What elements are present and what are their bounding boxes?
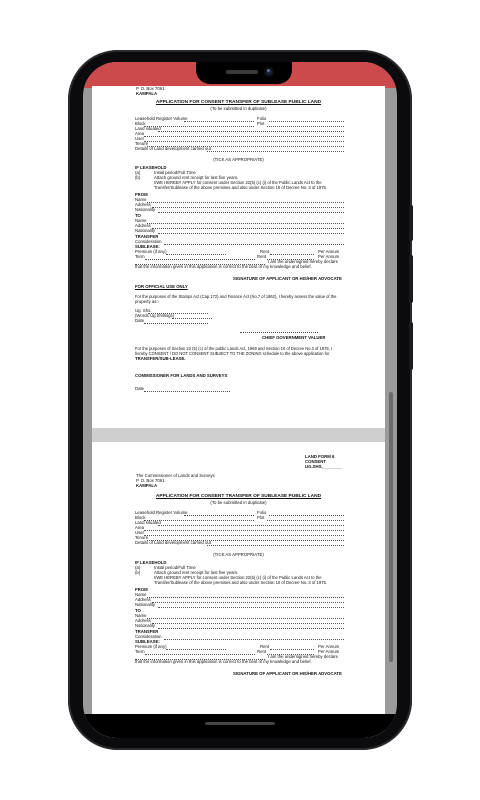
volume-up-button (409, 255, 413, 303)
field-label: Term (135, 254, 145, 259)
field-line[interactable] (152, 228, 344, 229)
phone-screen (83, 62, 397, 738)
from-heading: FROM (135, 587, 148, 592)
power-button (409, 205, 413, 241)
field-line[interactable] (152, 602, 344, 603)
ug-shs-label: UG.SHS.________ (305, 464, 342, 469)
field-line[interactable] (269, 121, 344, 122)
to-heading: TO (135, 213, 141, 218)
field-label: Plot (257, 515, 265, 520)
sublease-heading: SUBLEASE: (135, 244, 160, 249)
field-label: User (135, 136, 145, 141)
field-label: Rent (260, 249, 270, 254)
field-line[interactable] (144, 535, 344, 536)
field-label: Per Annum (318, 644, 340, 649)
navigation-bar (83, 714, 397, 738)
field-label: Address (135, 618, 151, 623)
field-label: Date (135, 386, 145, 391)
addressee-city: KAMPALA (136, 483, 158, 488)
field-label: Premium (if any) (135, 249, 167, 254)
signature-label: SIGNATURE OF APPLICANT OR HIS/HER ADVOCATE (233, 276, 342, 281)
form-subtitle: (To be submitted in duplicate) (210, 500, 267, 505)
field-label: Block (135, 121, 146, 126)
option-b-text: Attach ground rent receipt for last five years. (154, 175, 239, 180)
tick-note: (TICK AS APPROPRIATE) (213, 552, 264, 557)
field-label: Details of Land development carried out (135, 146, 211, 151)
stamps-text: For the purposes of the Stamps Act (Cap.172) and Finance Act (No.7 of 1962), I hereby assess the value of the (135, 294, 337, 299)
home-indicator[interactable] (205, 722, 275, 725)
field-label: Nationality (135, 228, 156, 233)
scrollbar[interactable] (389, 392, 393, 662)
field-line[interactable] (144, 141, 344, 142)
field-line[interactable] (267, 126, 344, 127)
field-label: Tenure (135, 141, 149, 146)
field-label: Premium (if any) (135, 644, 167, 649)
option-b-text: Attach ground rent receipt for last five years. (154, 570, 239, 575)
field-line[interactable] (152, 207, 344, 208)
official-use-heading: FOR OFFICIAL USE ONLY (135, 284, 188, 289)
field-label: Date (135, 318, 145, 323)
field-label: Land situated (135, 520, 161, 525)
address-line: P. O. Box 7061 (136, 86, 165, 91)
field-label: Folio (257, 116, 267, 121)
field-line[interactable] (144, 323, 208, 324)
field-label: Rent (260, 644, 270, 649)
field-label: Name (135, 592, 147, 597)
field-label: Consideration (135, 239, 162, 244)
field-label: Nationality (135, 207, 156, 212)
field-label: Per Annum (318, 649, 340, 654)
field-label: Area (135, 525, 145, 530)
form-number: LAND FORM 6 (305, 454, 335, 459)
front-camera-icon (264, 67, 274, 77)
declaration-text: I am the undersigned hereby declare (268, 654, 338, 659)
field-line[interactable] (184, 121, 254, 122)
field-line[interactable] (147, 223, 344, 224)
leasehold-heading: IF LEASEHOLD (135, 560, 167, 565)
field-label: Per Annum (318, 254, 340, 259)
section-text: For the purposes of Section 22 (5) (c) of the public Lands Act, 1969 and Section 10 of Decree No.3 of 1975, I (135, 346, 333, 351)
form-title: APPLICATION FOR CONSENT TRANSFER OF SUBLEASE PUBLIC LAND (155, 494, 322, 499)
field-label: Tenure (135, 535, 149, 540)
consent-label: CONSENT (305, 459, 327, 464)
field-line[interactable] (144, 136, 344, 137)
option-b-marker: (b) (135, 175, 141, 180)
field-label: Rent (257, 254, 267, 259)
field-label: (Words Ug.Shillings) (135, 313, 175, 318)
apply-text: I/WE HEREBY APPLY for consent under Section 22(5) (c) (i) of the Public Lands Act to the (154, 575, 322, 580)
addressee-line: The Commissioner of Lands and Surveys (136, 473, 215, 478)
field-line[interactable] (152, 623, 344, 624)
field-label: Nationality (135, 602, 156, 607)
page-gap (92, 428, 385, 442)
field-line[interactable] (144, 391, 230, 392)
field-label: Ug. Shs. (135, 308, 152, 313)
document-page-2[interactable] (92, 442, 385, 738)
field-line[interactable] (158, 131, 344, 132)
valuer-label: CHIEF GOVERNMENT VALUER (262, 335, 326, 340)
field-label: Term (135, 649, 145, 654)
field-label: Consideration (135, 634, 162, 639)
option-a-text: Initial period/Full Time (154, 170, 196, 175)
field-label: Land situated (135, 126, 161, 131)
field-label: Rent (257, 649, 267, 654)
field-label: Name (135, 613, 147, 618)
to-heading: TO (135, 608, 141, 613)
field-label: Address (135, 597, 151, 602)
field-line[interactable] (184, 515, 254, 516)
field-label: Block (135, 515, 146, 520)
option-a-marker: (a) (135, 565, 141, 570)
signature-label: SIGNATURE OF APPLICANT OR HIS/HER ADVOCATE (233, 671, 342, 676)
tick-note: (TICK AS APPROPRIATE) (213, 157, 264, 162)
field-label: Plot (257, 121, 265, 126)
transfer-heading: TRANSFER (135, 234, 159, 239)
field-label: Area (135, 131, 145, 136)
commissioner-label: COMMISSIONER FOR LANDS AND SURVEYS (135, 373, 228, 378)
field-line[interactable] (158, 233, 344, 234)
section-text-3: TRANSFER/SUB-LEASE. (135, 356, 186, 361)
option-a-text: Initial period/Full Time (154, 565, 196, 570)
apply-text-2: Transfer/Sublease of the above premises and also under Section 10 of Decree No. 3 of 1975. (154, 580, 328, 585)
form-title: APPLICATION FOR CONSENT TRANSFER OF SUBLEASE PUBLIC LAND (155, 100, 322, 105)
field-line[interactable] (158, 607, 344, 608)
field-line[interactable] (158, 525, 344, 526)
field-label: Nationality (135, 623, 156, 628)
leasehold-heading: IF LEASEHOLD (135, 165, 167, 170)
speaker-grille (226, 70, 258, 74)
field-line[interactable] (145, 654, 255, 655)
apply-text-2: Transfer/Sublease of the above premises and also under Section 10 of Decree No. 3 of 1975. (154, 185, 328, 190)
field-line[interactable] (147, 597, 344, 598)
declaration-text-2: that the information given in this application is correct to the best of my knowledge and belief. (135, 264, 312, 269)
field-line[interactable] (207, 545, 344, 546)
option-a-marker: (a) (135, 170, 141, 175)
from-heading: FROM (135, 192, 148, 197)
option-b-marker: (b) (135, 570, 141, 575)
field-line[interactable] (147, 618, 344, 619)
field-label: Name (135, 218, 147, 223)
field-line[interactable] (158, 628, 344, 629)
field-line[interactable] (164, 244, 344, 245)
field-line[interactable] (145, 259, 255, 260)
address-city: KAMPALA (136, 91, 158, 96)
field-label: Address (135, 202, 151, 207)
field-label: User (135, 530, 145, 535)
field-label: Details of Land development carried out (135, 540, 211, 545)
field-line[interactable] (172, 318, 212, 319)
field-label: Per Annum (318, 249, 340, 254)
field-label: Name (135, 197, 147, 202)
field-label: Address (135, 223, 151, 228)
field-line[interactable] (147, 202, 344, 203)
stamps-text-2: property as:- (135, 299, 160, 304)
volume-down-button (409, 322, 413, 370)
field-label: Leasehold Register Volume (135, 116, 188, 121)
field-line[interactable] (166, 254, 226, 255)
field-line[interactable] (166, 649, 226, 650)
field-line[interactable] (158, 212, 344, 213)
field-label: Leasehold Register Volume (135, 510, 188, 515)
field-line[interactable] (164, 639, 344, 640)
field-line[interactable] (144, 530, 344, 531)
declaration-text: I am the undersigned hereby declare (268, 259, 338, 264)
form-subtitle: (To be submitted in duplicate) (210, 106, 267, 111)
field-line[interactable] (267, 520, 344, 521)
addressee-line: P. O. Box 7061 (136, 478, 165, 483)
field-line[interactable] (270, 254, 314, 255)
sublease-heading: SUBLEASE: (135, 639, 160, 644)
field-line[interactable] (270, 649, 314, 650)
section-text-2: hereby CONSENT / DO NOT CONSENT SUBJECT TO THE ZONING schedule to the above application for (135, 351, 330, 356)
signature-line[interactable] (240, 332, 318, 333)
field-line[interactable] (207, 151, 344, 152)
field-line[interactable] (269, 515, 344, 516)
apply-text: I/WE HEREBY APPLY for consent under Section 22(5) (c) (i) of the Public Lands Act to the (154, 180, 322, 185)
document-page-1[interactable] (92, 86, 385, 428)
field-label: Folio (257, 510, 267, 515)
transfer-heading: TRANSFER (135, 629, 159, 634)
declaration-text-2: that the information given in this application is correct to the best of my knowledge and belief. (135, 659, 312, 664)
